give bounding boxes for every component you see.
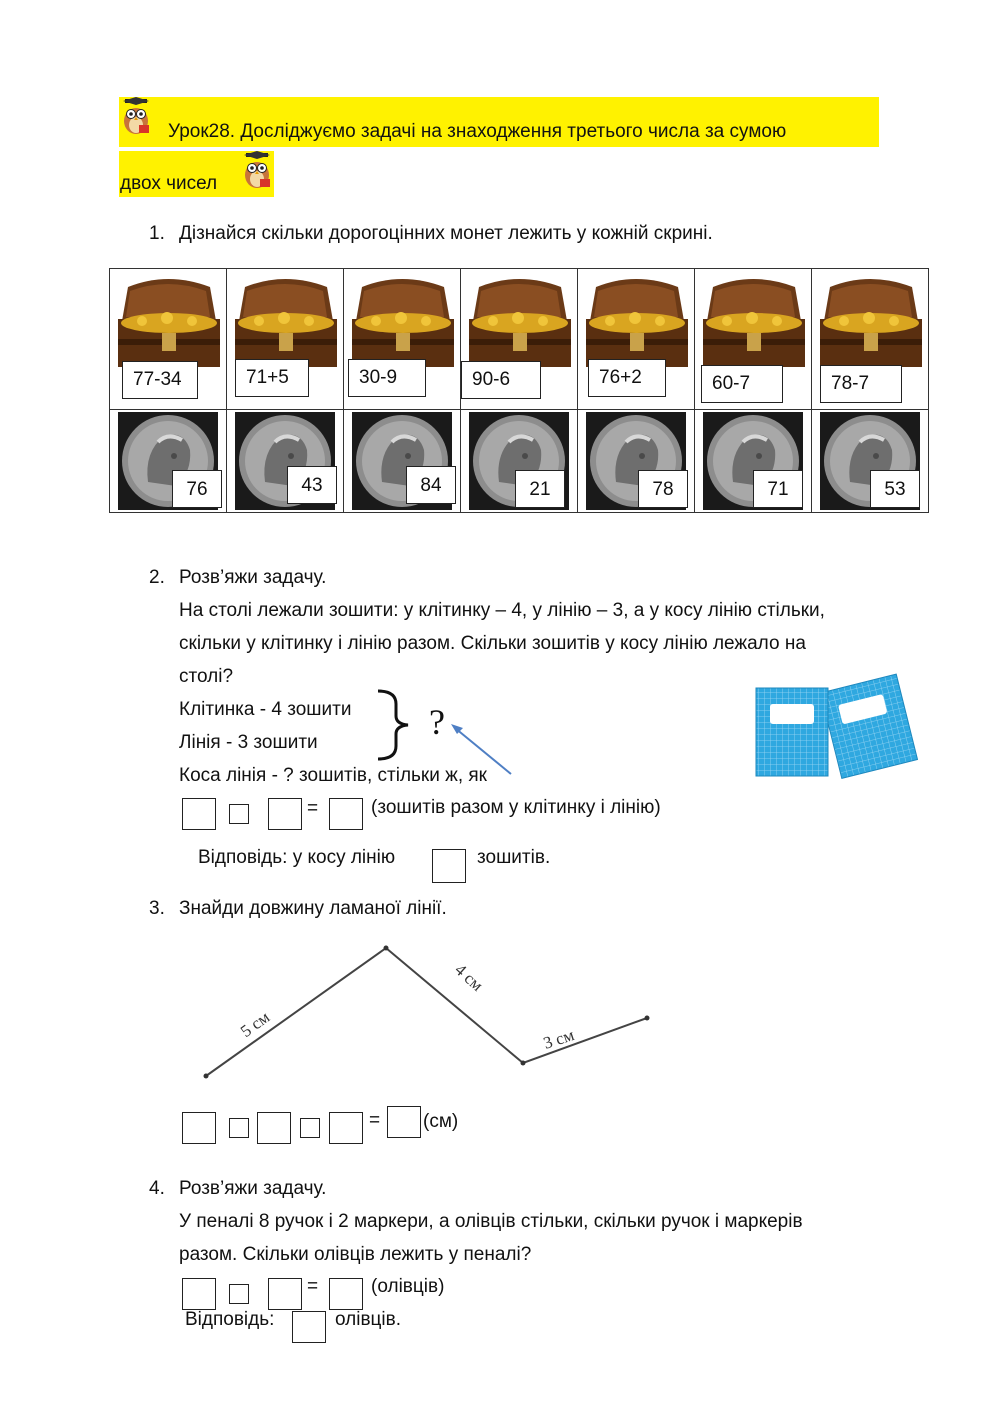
task2-answer-prefix: Відповідь: у косу лінію <box>198 847 396 868</box>
task2-line3: столі? <box>179 666 234 687</box>
coin-cell <box>344 410 461 513</box>
equals-sign: = <box>369 1110 381 1131</box>
lesson-title-line1: Урок28. Досліджуємо задачі на знаходження третього числа за сумою <box>168 121 787 142</box>
task2-line1: На столі лежали зошити: у клітинку – 4, у лінію – 3, а у косу лінію стільки, <box>179 600 825 621</box>
chest-expression: 71+5 <box>235 359 309 397</box>
notebooks-icon <box>752 668 918 780</box>
task1-number: 1. <box>149 223 165 244</box>
coin-number: 21 <box>515 470 565 508</box>
task4-answer-suffix: олівців. <box>335 1309 402 1330</box>
answer-box[interactable] <box>329 798 363 830</box>
chest-expression: 60-7 <box>701 365 783 403</box>
coin-cell <box>227 410 344 513</box>
chest-cell <box>578 269 695 410</box>
segment-label-3: 3 см <box>541 1025 577 1053</box>
task4-line1: У пеналі 8 ручок і 2 маркери, а олівців стільки, скільки ручок і маркерів <box>179 1211 803 1232</box>
chest-expression: 30-9 <box>348 359 426 397</box>
arrow-icon <box>445 718 515 778</box>
equals-sign: = <box>307 798 319 819</box>
task1-text: Дізнайся скільки дорогоцінних монет лежить у кожній скрині. <box>179 223 713 244</box>
chest-coin-table <box>109 268 929 513</box>
answer-box[interactable] <box>257 1112 291 1144</box>
task4-line2: разом. Скільки олівців лежить у пеналі? <box>179 1244 532 1265</box>
chest-cell <box>344 269 461 410</box>
treasure-chest-icon <box>229 273 341 373</box>
treasure-chest-icon <box>112 273 224 373</box>
coin-cell <box>812 410 929 513</box>
coin-number: 76 <box>172 470 222 508</box>
answer-box[interactable] <box>182 798 216 830</box>
task4-title: Розв’яжи задачу. <box>179 1178 327 1199</box>
unit-label: (см) <box>423 1111 459 1132</box>
answer-box[interactable] <box>387 1106 421 1138</box>
treasure-chest-icon <box>346 273 458 373</box>
equals-sign: = <box>307 1276 319 1297</box>
segment-label-1: 5 см <box>236 1007 274 1042</box>
segment-label-2: 4 см <box>451 960 487 995</box>
equation-note: (зошитів разом у клітинку і лінію) <box>371 797 661 818</box>
chest-expression: 90-6 <box>461 361 541 399</box>
lesson-title-line2: двох чисел <box>120 173 218 194</box>
operator-box[interactable] <box>229 804 249 824</box>
task3-number: 3. <box>149 898 165 919</box>
chest-cell <box>461 269 578 410</box>
task4-answer-prefix: Відповідь: <box>185 1309 275 1330</box>
curly-brace-icon <box>374 688 414 762</box>
task2-line2: скільки у клітинку і лінію разом. Скільки зошитів у косу лінію лежало на <box>179 633 806 654</box>
unit-label: (олівців) <box>371 1276 445 1297</box>
task3-title: Знайди довжину ламаної лінії. <box>179 898 447 919</box>
chest-cell <box>227 269 344 410</box>
coin-number: 43 <box>287 466 337 504</box>
coin-cell <box>461 410 578 513</box>
coin-cell <box>110 410 227 513</box>
broken-line-diagram <box>180 930 680 1090</box>
task2-row2: Лінія - 3 зошити <box>179 732 318 753</box>
owl-icon <box>240 151 274 191</box>
chest-expression: 77-34 <box>122 361 198 399</box>
task2-answer-suffix: зошитів. <box>477 847 551 868</box>
answer-box[interactable] <box>268 1278 302 1310</box>
coin-number: 84 <box>406 466 456 504</box>
coin-cell <box>578 410 695 513</box>
answer-box[interactable] <box>292 1311 326 1343</box>
chest-cell <box>110 269 227 410</box>
coin-number: 78 <box>638 470 688 508</box>
answer-box[interactable] <box>329 1112 363 1144</box>
question-mark: ? <box>429 702 445 742</box>
coin-number: 71 <box>753 470 803 508</box>
task2-row1: Клітинка - 4 зошити <box>179 699 352 720</box>
task2-title: Розв’яжи задачу. <box>179 567 327 588</box>
answer-box[interactable] <box>268 798 302 830</box>
chest-expression: 78-7 <box>820 365 902 403</box>
chest-cell <box>695 269 812 410</box>
task2-number: 2. <box>149 567 165 588</box>
treasure-chest-icon <box>580 273 692 373</box>
task4-number: 4. <box>149 1178 165 1199</box>
coin-cell <box>695 410 812 513</box>
operator-box[interactable] <box>300 1118 320 1138</box>
answer-box[interactable] <box>182 1278 216 1310</box>
treasure-chest-icon <box>697 273 809 373</box>
chest-expression: 76+2 <box>588 359 666 397</box>
task2-row3: Коса лінія - ? зошитів, стільки ж, як <box>179 765 487 786</box>
operator-box[interactable] <box>229 1284 249 1304</box>
coin-number: 53 <box>870 470 920 508</box>
answer-box[interactable] <box>182 1112 216 1144</box>
answer-box[interactable] <box>329 1278 363 1310</box>
treasure-chest-icon <box>463 273 575 373</box>
owl-icon <box>119 97 153 137</box>
answer-box[interactable] <box>432 849 466 883</box>
treasure-chest-icon <box>814 273 926 373</box>
chest-cell <box>812 269 929 410</box>
operator-box[interactable] <box>229 1118 249 1138</box>
